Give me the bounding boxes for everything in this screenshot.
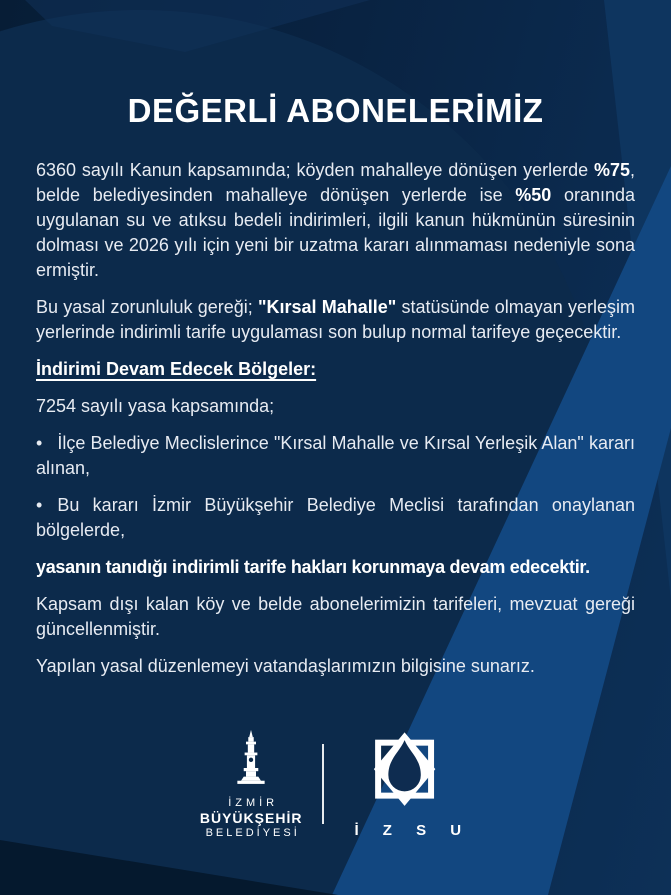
- paragraph-closing: Yapılan yasal düzenlemeyi vatandaşlarımızın bilgisine sunarız.: [36, 656, 535, 676]
- izsu-logo: [344, 729, 471, 839]
- municipality-name-line3: BELEDİYESİ: [205, 827, 300, 839]
- bullet-item-1: • İlçe Belediye Meclislerince "Kırsal Mahalle ve Kırsal Yerleşik Alan" kararı alınan,: [36, 433, 635, 478]
- section-heading-container: [36, 357, 635, 382]
- municipality-logo: [200, 729, 303, 839]
- section-heading: İndirimi Devam Edecek Bölgeler:: [36, 359, 317, 379]
- page-title: DEĞERLİ ABONELERİMİZ: [127, 92, 544, 129]
- clock-tower-icon: [231, 729, 271, 792]
- izsu-label: İ Z S U: [354, 822, 472, 839]
- municipality-name-line1: İZMİR: [228, 797, 279, 809]
- paragraph-law-7254: 7254 sayılı yasa kapsamında;: [36, 396, 275, 416]
- paragraph-legal-obligation: Bu yasal zorunluluk gereği; "Kırsal Mahalle" statüsünde olmayan yerleşim yerlerinde indirimli tarife uygulaması son bulup normal tarifeye geçecektir.: [36, 297, 635, 342]
- municipality-name-line2: BÜYÜKŞEHİR: [199, 810, 303, 826]
- paragraph-tariff-update: Kapsam dışı kalan köy ve belde abonelerimizin tarifeleri, mevzuat gereği güncellenmiştir.: [36, 594, 635, 639]
- bullet-item-2: • Bu kararı İzmir Büyükşehir Belediye Meclisi tarafından onaylanan bölgelerde,: [36, 495, 635, 540]
- paragraph-rights-kept: yasanın tanıdığı indirimli tarife hakları korunmaya devam edecektir.: [36, 557, 590, 577]
- bullet-icon: •: [36, 495, 43, 515]
- paragraph-discount-end: 6360 sayılı Kanun kapsamında; köyden mahalleye dönüşen yerlerde %75, belde belediyesinden mahalleye dönüşen yerlerde ise %50 oranında uygulanan su ve atıksu bedeli indirimleri, ilgili kanun hükmünün süresinin dolması ve 2026 yılı için yeni bir uzatma kararı alınmaması nedeniyle sona ermiştir.: [36, 160, 636, 280]
- logo-divider: [322, 744, 324, 824]
- footer-logos: [0, 729, 671, 839]
- water-drop-icon: [372, 729, 444, 816]
- bullet-icon: •: [36, 433, 43, 453]
